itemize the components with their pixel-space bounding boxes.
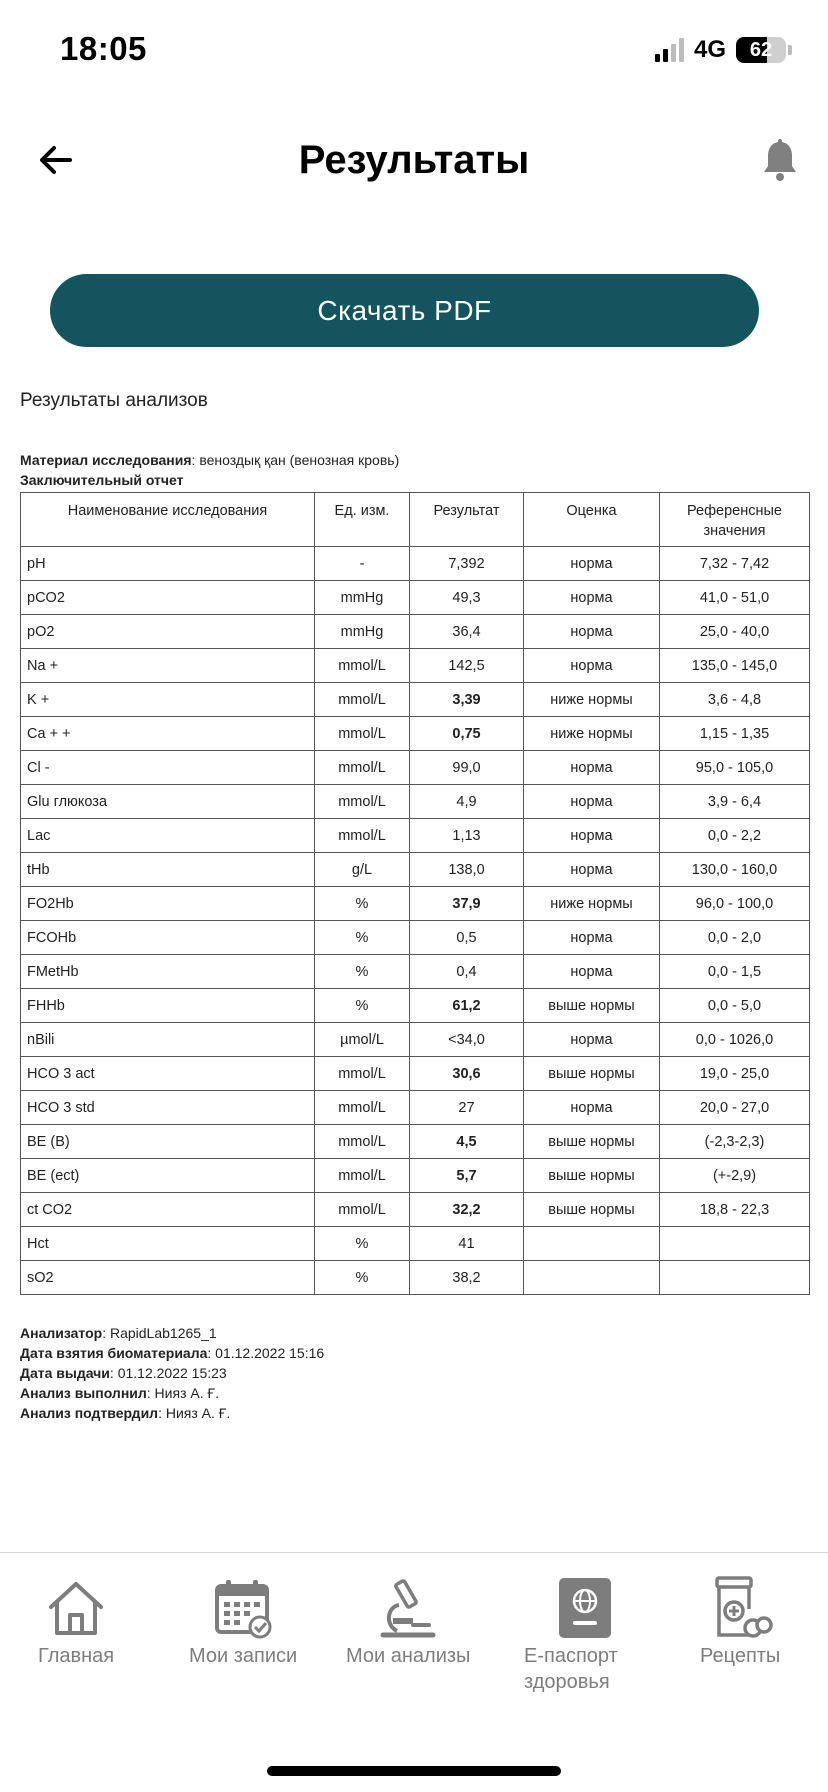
cell-name: pH xyxy=(21,547,315,581)
cell-unit: mmHg xyxy=(315,581,410,615)
column-header-reference: Референсные значения xyxy=(660,493,810,547)
cell-result: 30,6 xyxy=(410,1057,524,1091)
cell-assessment xyxy=(524,1261,660,1295)
cell-unit: - xyxy=(315,547,410,581)
cell-unit: % xyxy=(315,1261,410,1295)
info-value: : 01.12.2022 15:16 xyxy=(207,1345,325,1361)
cell-assessment: выше нормы xyxy=(524,1125,660,1159)
table-row xyxy=(21,717,810,751)
cell-unit: mmol/L xyxy=(315,751,410,785)
table-row xyxy=(21,1227,810,1261)
tab-home[interactable] xyxy=(38,1575,114,1669)
cell-reference: 0,0 - 1,5 xyxy=(660,955,810,989)
home-icon xyxy=(43,1575,109,1641)
cell-unit: % xyxy=(315,955,410,989)
page-title: Результаты xyxy=(298,138,530,182)
tab-label: Главная xyxy=(38,1645,115,1667)
tab-label: Мои анализы xyxy=(346,1645,471,1667)
tab-health-passport[interactable] xyxy=(524,1575,644,1695)
cell-result: 37,9 xyxy=(410,887,524,921)
analysis-info xyxy=(20,1323,808,1423)
cell-unit: % xyxy=(315,887,410,921)
cell-assessment: выше нормы xyxy=(524,1159,660,1193)
cell-reference: 130,0 - 160,0 xyxy=(660,853,810,887)
analysis-info-line xyxy=(20,1323,808,1343)
cell-unit: mmol/L xyxy=(315,785,410,819)
cell-reference: 0,0 - 5,0 xyxy=(660,989,810,1023)
tab-bar xyxy=(0,1552,828,1792)
cell-assessment: ниже нормы xyxy=(524,717,660,751)
cell-name: sO2 xyxy=(21,1261,315,1295)
cell-reference: 25,0 - 40,0 xyxy=(660,615,810,649)
tab-analyses[interactable] xyxy=(346,1575,470,1669)
cell-name: Ca + + xyxy=(21,717,315,751)
cell-result: 0,5 xyxy=(410,921,524,955)
microscope-icon xyxy=(375,1575,441,1641)
info-value: : Нияз А. Ғ. xyxy=(146,1385,219,1401)
cell-name: Hct xyxy=(21,1227,315,1261)
cell-name: HCO 3 act xyxy=(21,1057,315,1091)
cell-unit: mmol/L xyxy=(315,683,410,717)
download-pdf-button[interactable]: Скачать PDF xyxy=(50,274,759,347)
tab-appointments[interactable] xyxy=(189,1575,297,1669)
table-row xyxy=(21,1125,810,1159)
cell-reference xyxy=(660,1227,810,1261)
table-row xyxy=(21,1057,810,1091)
cell-unit: % xyxy=(315,921,410,955)
cell-result: 27 xyxy=(410,1091,524,1125)
cell-unit: mmol/L xyxy=(315,1057,410,1091)
table-row xyxy=(21,649,810,683)
cell-unit: mmol/L xyxy=(315,819,410,853)
material-label: Материал исследования xyxy=(20,452,192,468)
status-bar xyxy=(0,0,828,100)
network-type: 4G xyxy=(693,36,726,63)
cell-result: 7,392 xyxy=(410,547,524,581)
cell-assessment: норма xyxy=(524,785,660,819)
cell-result: 138,0 xyxy=(410,853,524,887)
cell-assessment: норма xyxy=(524,921,660,955)
cell-assessment: норма xyxy=(524,581,660,615)
cell-assessment: норма xyxy=(524,955,660,989)
analysis-info-line xyxy=(20,1363,808,1383)
cell-reference: 96,0 - 100,0 xyxy=(660,887,810,921)
column-header-unit: Ед. изм. xyxy=(315,493,410,547)
cell-reference xyxy=(660,1261,810,1295)
cell-assessment: ниже нормы xyxy=(524,683,660,717)
cell-assessment: норма xyxy=(524,615,660,649)
table-row xyxy=(21,615,810,649)
cell-reference: 1,15 - 1,35 xyxy=(660,717,810,751)
table-row xyxy=(21,1261,810,1295)
table-row xyxy=(21,1091,810,1125)
table-row xyxy=(21,785,810,819)
cell-result: 0,75 xyxy=(410,717,524,751)
column-header-assessment: Оценка xyxy=(524,493,660,547)
cell-name: FHHb xyxy=(21,989,315,1023)
table-row xyxy=(21,955,810,989)
cell-reference: (+-2,9) xyxy=(660,1159,810,1193)
cell-name: Lac xyxy=(21,819,315,853)
bell-icon[interactable] xyxy=(760,138,800,182)
analysis-info-line xyxy=(20,1403,808,1423)
results-table xyxy=(20,492,810,1295)
analysis-info-line xyxy=(20,1383,808,1403)
cell-reference: 7,32 - 7,42 xyxy=(660,547,810,581)
info-label: Дата выдачи xyxy=(20,1365,110,1381)
cell-name: Glu глюкоза xyxy=(21,785,315,819)
table-row xyxy=(21,1023,810,1057)
cell-assessment: норма xyxy=(524,649,660,683)
info-label: Анализатор xyxy=(20,1325,103,1341)
material-value: : веноздық қан (венозная кровь) xyxy=(191,452,400,468)
cell-result: <34,0 xyxy=(410,1023,524,1057)
cell-name: Cl - xyxy=(21,751,315,785)
tab-prescriptions[interactable] xyxy=(700,1575,780,1669)
status-indicators xyxy=(655,36,792,64)
cell-assessment: норма xyxy=(524,853,660,887)
cell-unit: mmol/L xyxy=(315,1193,410,1227)
cell-reference: (-2,3-2,3) xyxy=(660,1125,810,1159)
battery-icon xyxy=(736,37,786,63)
cell-result: 0,4 xyxy=(410,955,524,989)
cell-name: FO2Hb xyxy=(21,887,315,921)
cell-result: 99,0 xyxy=(410,751,524,785)
cell-reference: 0,0 - 1026,0 xyxy=(660,1023,810,1057)
table-row xyxy=(21,1159,810,1193)
cell-reference: 20,0 - 27,0 xyxy=(660,1091,810,1125)
calendar-icon xyxy=(210,1575,276,1641)
cell-assessment: норма xyxy=(524,547,660,581)
cell-name: ct CO2 xyxy=(21,1193,315,1227)
results-document xyxy=(20,390,808,1423)
cell-unit: mmol/L xyxy=(315,649,410,683)
cell-reference: 135,0 - 145,0 xyxy=(660,649,810,683)
info-label: Анализ выполнил xyxy=(20,1385,147,1401)
cell-reference: 0,0 - 2,2 xyxy=(660,819,810,853)
signal-icon xyxy=(655,38,684,62)
info-value: : Нияз А. Ғ. xyxy=(158,1405,231,1421)
cell-unit: µmol/L xyxy=(315,1023,410,1057)
column-header-name: Наименование исследования xyxy=(21,493,315,547)
cell-unit: mmol/L xyxy=(315,717,410,751)
cell-assessment: ниже нормы xyxy=(524,887,660,921)
table-row xyxy=(21,921,810,955)
info-label: Анализ подтвердил xyxy=(20,1405,159,1421)
cell-result: 1,13 xyxy=(410,819,524,853)
cell-name: pO2 xyxy=(21,615,315,649)
cell-name: BE (ect) xyxy=(21,1159,315,1193)
cell-name: FMetHb xyxy=(21,955,315,989)
cell-assessment: норма xyxy=(524,1091,660,1125)
analysis-info-line xyxy=(20,1343,808,1363)
table-row xyxy=(21,887,810,921)
cell-result: 5,7 xyxy=(410,1159,524,1193)
cell-name: nBili xyxy=(21,1023,315,1057)
table-row xyxy=(21,751,810,785)
cell-unit: mmol/L xyxy=(315,1125,410,1159)
cell-unit: mmol/L xyxy=(315,1091,410,1125)
cell-result: 4,9 xyxy=(410,785,524,819)
cell-reference: 3,6 - 4,8 xyxy=(660,683,810,717)
info-value: : 01.12.2022 15:23 xyxy=(109,1365,227,1381)
table-row xyxy=(21,1193,810,1227)
cell-assessment: норма xyxy=(524,1023,660,1057)
cell-reference: 3,9 - 6,4 xyxy=(660,785,810,819)
tab-label: Мои записи xyxy=(189,1645,298,1667)
battery-level: 62 xyxy=(749,39,773,61)
cell-name: K + xyxy=(21,683,315,717)
cell-name: HCO 3 std xyxy=(21,1091,315,1125)
cell-name: FCOHb xyxy=(21,921,315,955)
cell-unit: g/L xyxy=(315,853,410,887)
cell-reference: 41,0 - 51,0 xyxy=(660,581,810,615)
cell-result: 142,5 xyxy=(410,649,524,683)
column-header-result: Результат xyxy=(410,493,524,547)
home-indicator[interactable] xyxy=(267,1766,561,1776)
cell-reference: 95,0 - 105,0 xyxy=(660,751,810,785)
cell-reference: 0,0 - 2,0 xyxy=(660,921,810,955)
cell-reference: 19,0 - 25,0 xyxy=(660,1057,810,1091)
cell-name: BE (B) xyxy=(21,1125,315,1159)
table-row xyxy=(21,853,810,887)
cell-result: 38,2 xyxy=(410,1261,524,1295)
header xyxy=(0,120,828,200)
cell-result: 3,39 xyxy=(410,683,524,717)
status-time: 18:05 xyxy=(60,30,147,67)
cell-unit: mmHg xyxy=(315,615,410,649)
info-label: Дата взятия биоматериала xyxy=(20,1345,208,1361)
cell-result: 61,2 xyxy=(410,989,524,1023)
cell-name: tHb xyxy=(21,853,315,887)
battery-tip xyxy=(788,45,792,55)
cell-assessment: выше нормы xyxy=(524,1057,660,1091)
cell-result: 4,5 xyxy=(410,1125,524,1159)
cell-result: 49,3 xyxy=(410,581,524,615)
cell-assessment: выше нормы xyxy=(524,989,660,1023)
cell-unit: % xyxy=(315,1227,410,1261)
table-row xyxy=(21,581,810,615)
table-row xyxy=(21,989,810,1023)
report-type: Заключительный отчет xyxy=(20,472,184,488)
cell-result: 41 xyxy=(410,1227,524,1261)
cell-unit: % xyxy=(315,989,410,1023)
cell-result: 36,4 xyxy=(410,615,524,649)
cell-name: pCO2 xyxy=(21,581,315,615)
info-value: : RapidLab1265_1 xyxy=(102,1325,217,1341)
cell-assessment: норма xyxy=(524,751,660,785)
table-header-row xyxy=(21,493,810,547)
tab-label: Рецепты xyxy=(700,1645,781,1667)
results-heading: Результаты анализов xyxy=(20,390,208,411)
cell-assessment xyxy=(524,1227,660,1261)
cell-reference: 18,8 - 22,3 xyxy=(660,1193,810,1227)
results-table-body xyxy=(21,547,810,1295)
passport-icon xyxy=(552,1575,618,1641)
cell-result: 32,2 xyxy=(410,1193,524,1227)
tab-label: Е-паспорт здоровья xyxy=(524,1645,618,1693)
table-row xyxy=(21,819,810,853)
cell-assessment: норма xyxy=(524,819,660,853)
table-row xyxy=(21,547,810,581)
cell-name: Na + xyxy=(21,649,315,683)
table-row xyxy=(21,683,810,717)
pills-icon xyxy=(707,1575,773,1641)
cell-assessment: выше нормы xyxy=(524,1193,660,1227)
material-line xyxy=(20,450,808,470)
cell-unit: mmol/L xyxy=(315,1159,410,1193)
